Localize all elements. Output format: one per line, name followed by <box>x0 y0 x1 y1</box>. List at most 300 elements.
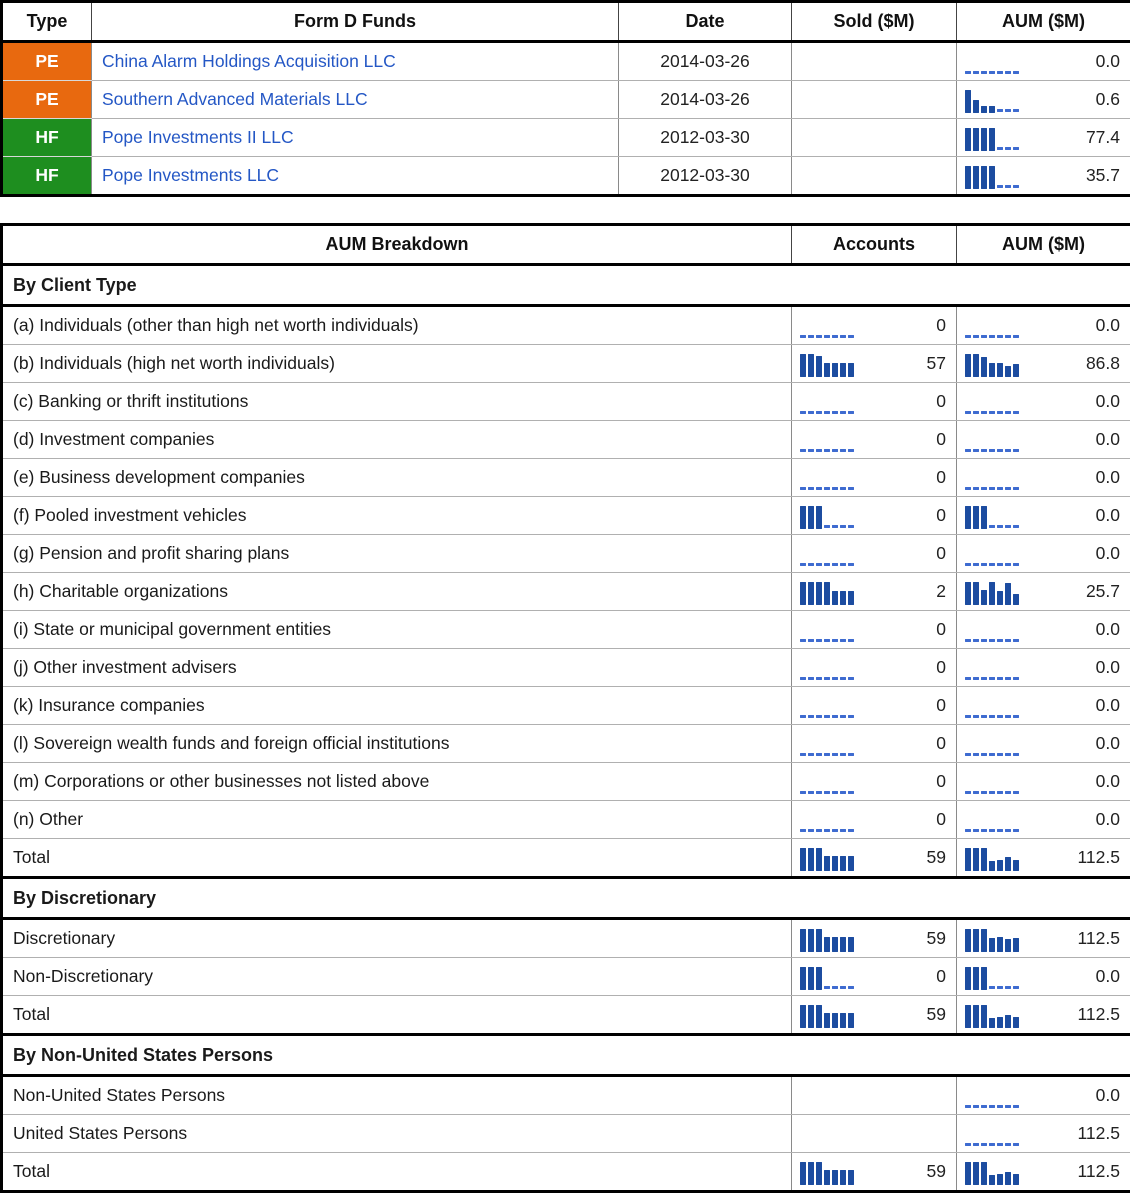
accounts-cell <box>792 611 957 649</box>
cell-value: 0.0 <box>1096 391 1120 412</box>
spark-bar <box>965 166 971 189</box>
sparkline-chart <box>800 658 854 681</box>
aum-cell <box>957 535 1130 573</box>
spark-dash <box>997 791 1003 794</box>
spark-bar <box>965 967 971 990</box>
accounts-cell <box>792 725 957 763</box>
breakdown-row <box>2 421 1130 459</box>
breakdown-col-aum: AUM ($M) <box>957 225 1130 265</box>
spark-dash <box>997 715 1003 718</box>
spark-value-cell <box>957 421 1130 458</box>
fund-name-link[interactable]: China Alarm Holdings Acquisition LLC <box>102 51 396 71</box>
funds-header-row <box>2 2 1130 42</box>
spark-dash <box>1005 791 1011 794</box>
cell-value: 0 <box>936 771 946 792</box>
spark-bar <box>981 967 987 990</box>
spark-dash <box>816 715 822 718</box>
spark-dash <box>816 677 822 680</box>
spark-dash <box>808 487 814 490</box>
spark-dash <box>832 791 838 794</box>
spark-dash <box>1005 109 1011 112</box>
breakdown-row <box>2 383 1130 421</box>
breakdown-row <box>2 996 1130 1035</box>
spark-bar <box>816 1162 822 1185</box>
spark-dash <box>832 753 838 756</box>
spark-bar <box>965 929 971 952</box>
spark-dash <box>808 753 814 756</box>
spark-dash <box>1013 753 1019 756</box>
spark-dash <box>832 525 838 528</box>
spark-dash <box>816 791 822 794</box>
cell-value: 0 <box>936 966 946 987</box>
spark-bar <box>973 1162 979 1185</box>
spark-value-cell <box>792 459 956 496</box>
breakdown-row <box>2 687 1130 725</box>
spark-bar <box>973 166 979 189</box>
spark-bar <box>816 1005 822 1028</box>
spark-dash <box>973 639 979 642</box>
spark-bar <box>808 1162 814 1185</box>
section-header-label: By Discretionary <box>2 878 1130 919</box>
spark-bar <box>840 937 846 952</box>
cell-value: 59 <box>927 1004 946 1025</box>
spark-dash <box>832 715 838 718</box>
fund-row <box>2 119 1130 157</box>
spark-bar <box>1005 1172 1011 1185</box>
spark-dash <box>989 525 995 528</box>
spark-dash <box>832 829 838 832</box>
sparkline-chart <box>965 52 1019 75</box>
form-d-funds-table <box>0 0 1130 197</box>
sparkline-chart <box>965 696 1019 719</box>
breakdown-row-label: (n) Other <box>2 801 792 839</box>
spark-dash <box>989 715 995 718</box>
spark-dash <box>965 639 971 642</box>
breakdown-row <box>2 1115 1130 1153</box>
breakdown-row-label: (j) Other investment advisers <box>2 649 792 687</box>
cell-value: 112.5 <box>1078 847 1121 868</box>
aum-cell <box>957 1115 1130 1153</box>
spark-value-cell <box>792 383 956 420</box>
spark-value-cell <box>957 649 1130 686</box>
spark-value-cell <box>792 801 956 838</box>
spark-dash <box>989 335 995 338</box>
spark-bar <box>997 1017 1003 1029</box>
breakdown-row <box>2 573 1130 611</box>
spark-dash <box>1013 829 1019 832</box>
spark-bar <box>1013 860 1019 872</box>
spark-bar <box>973 582 979 605</box>
spark-bar <box>832 937 838 952</box>
sparkline-chart <box>800 544 854 567</box>
spark-bar <box>965 582 971 605</box>
sparkline-chart <box>965 506 1019 529</box>
spark-dash <box>989 1105 995 1108</box>
accounts-cell <box>792 996 957 1035</box>
spark-value-cell <box>957 345 1130 382</box>
spark-bar <box>981 106 987 113</box>
spark-dash <box>816 487 822 490</box>
aum-cell <box>957 421 1130 459</box>
spark-bar <box>832 1170 838 1185</box>
spark-bar <box>1013 1017 1019 1029</box>
spark-dash <box>808 411 814 414</box>
cell-value: 0.0 <box>1096 809 1120 830</box>
spark-dash <box>840 639 846 642</box>
spark-dash <box>981 715 987 718</box>
spark-bar <box>997 363 1003 377</box>
fund-name-cell <box>92 157 619 196</box>
spark-bar <box>981 166 987 189</box>
spark-value-cell <box>792 649 956 686</box>
accounts-cell <box>792 1076 957 1115</box>
spark-dash <box>816 639 822 642</box>
spark-dash <box>840 411 846 414</box>
cell-value: 35.7 <box>1086 165 1120 186</box>
breakdown-row-label: (g) Pension and profit sharing plans <box>2 535 792 573</box>
breakdown-header-row <box>2 225 1130 265</box>
spark-bar <box>816 506 822 529</box>
sparkline-chart <box>800 848 854 871</box>
aum-cell <box>957 996 1130 1035</box>
spark-dash <box>848 639 854 642</box>
spark-dash <box>997 71 1003 74</box>
breakdown-row-label: (b) Individuals (high net worth individuals) <box>2 345 792 383</box>
sparkline-chart <box>800 506 854 529</box>
aum-cell <box>957 958 1130 996</box>
spark-dash <box>997 525 1003 528</box>
spark-dash <box>832 449 838 452</box>
spark-dash <box>824 677 830 680</box>
spark-dash <box>800 791 806 794</box>
spark-value-cell <box>957 119 1130 156</box>
spark-bar <box>824 856 830 871</box>
spark-bar <box>832 591 838 605</box>
spark-dash <box>832 986 838 989</box>
spark-bar <box>981 1162 987 1185</box>
spark-dash <box>989 753 995 756</box>
spark-dash <box>981 1143 987 1146</box>
fund-sold-cell <box>792 42 957 81</box>
spark-dash <box>816 563 822 566</box>
spark-dash <box>1013 335 1019 338</box>
spark-dash <box>1013 487 1019 490</box>
spark-dash <box>824 791 830 794</box>
spark-value-cell <box>792 1077 956 1114</box>
spark-value-cell <box>792 421 956 458</box>
sparkline-chart <box>800 772 854 795</box>
sparkline-chart <box>800 430 854 453</box>
spark-dash <box>840 449 846 452</box>
spark-dash <box>965 791 971 794</box>
fund-aum-cell <box>957 157 1130 196</box>
spark-value-cell <box>792 763 956 800</box>
spark-value-cell <box>792 1115 956 1152</box>
spark-value-cell <box>957 535 1130 572</box>
spark-value-cell <box>957 497 1130 534</box>
breakdown-row <box>2 763 1130 801</box>
spark-dash <box>816 449 822 452</box>
spark-dash <box>824 335 830 338</box>
spark-dash <box>840 753 846 756</box>
spark-dash <box>973 829 979 832</box>
spark-bar <box>816 356 822 377</box>
spark-dash <box>965 829 971 832</box>
spark-dash <box>808 449 814 452</box>
breakdown-row <box>2 497 1130 535</box>
spark-dash <box>989 791 995 794</box>
spark-bar <box>1013 938 1019 952</box>
spark-value-cell <box>957 1153 1130 1190</box>
sparkline-chart <box>965 354 1019 377</box>
sparkline-chart <box>800 734 854 757</box>
spark-dash <box>848 791 854 794</box>
cell-value: 0.6 <box>1096 89 1120 110</box>
spark-bar <box>808 1005 814 1028</box>
spark-dash <box>965 563 971 566</box>
spark-dash <box>1005 829 1011 832</box>
spark-dash <box>965 1143 971 1146</box>
spark-bar <box>824 1013 830 1028</box>
spark-dash <box>840 335 846 338</box>
spark-dash <box>824 829 830 832</box>
section-header-label: By Client Type <box>2 265 1130 306</box>
sparkline-chart <box>965 1124 1019 1147</box>
aum-cell <box>957 763 1130 801</box>
spark-dash <box>1005 411 1011 414</box>
fund-sold-cell <box>792 157 957 196</box>
accounts-cell <box>792 1115 957 1153</box>
sparkline-chart <box>800 1005 854 1028</box>
spark-dash <box>997 829 1003 832</box>
spark-dash <box>808 639 814 642</box>
cell-value: 0 <box>936 467 946 488</box>
spark-bar <box>816 582 822 605</box>
spark-dash <box>1005 525 1011 528</box>
sparkline-chart <box>965 316 1019 339</box>
spark-dash <box>981 677 987 680</box>
spark-bar <box>997 860 1003 872</box>
spark-bar <box>840 856 846 871</box>
spark-dash <box>840 563 846 566</box>
spark-value-cell <box>792 687 956 724</box>
spark-dash <box>800 487 806 490</box>
spark-dash <box>808 715 814 718</box>
spark-bar <box>965 128 971 151</box>
accounts-cell <box>792 459 957 497</box>
spark-dash <box>824 986 830 989</box>
form-d-funds-body <box>2 42 1130 196</box>
spark-dash <box>989 1143 995 1146</box>
spark-dash <box>824 715 830 718</box>
spark-value-cell <box>957 157 1130 194</box>
spark-bar <box>800 354 806 377</box>
accounts-cell <box>792 421 957 459</box>
cell-value: 0 <box>936 391 946 412</box>
cell-value: 0 <box>936 809 946 830</box>
spark-dash <box>981 487 987 490</box>
spark-bar <box>965 90 971 113</box>
spark-dash <box>965 411 971 414</box>
aum-cell <box>957 801 1130 839</box>
spark-bar <box>997 591 1003 605</box>
spark-dash <box>973 487 979 490</box>
spark-value-cell <box>792 535 956 572</box>
spark-dash <box>997 677 1003 680</box>
spark-bar <box>965 1005 971 1028</box>
spark-value-cell <box>792 497 956 534</box>
spark-dash <box>997 147 1003 150</box>
aum-cell <box>957 649 1130 687</box>
spark-dash <box>997 563 1003 566</box>
spark-dash <box>997 411 1003 414</box>
spark-dash <box>1013 986 1019 989</box>
cell-value: 0 <box>936 619 946 640</box>
spark-dash <box>800 563 806 566</box>
spark-dash <box>989 563 995 566</box>
spark-bar <box>965 1162 971 1185</box>
sparkline-chart <box>965 1086 1019 1109</box>
table-gap <box>0 197 1130 223</box>
cell-value: 25.7 <box>1086 581 1120 602</box>
accounts-cell <box>792 345 957 383</box>
breakdown-row <box>2 459 1130 497</box>
spark-bar <box>989 1175 995 1185</box>
spark-dash <box>816 411 822 414</box>
spark-dash <box>800 677 806 680</box>
spark-bar <box>840 591 846 605</box>
spark-bar <box>848 591 854 605</box>
accounts-cell <box>792 573 957 611</box>
aum-cell <box>957 306 1130 345</box>
spark-dash <box>989 487 995 490</box>
cell-value: 0.0 <box>1096 771 1120 792</box>
spark-dash <box>965 677 971 680</box>
spark-dash <box>800 449 806 452</box>
breakdown-row <box>2 958 1130 996</box>
spark-bar <box>832 856 838 871</box>
breakdown-row <box>2 306 1130 345</box>
spark-bar <box>800 929 806 952</box>
spark-dash <box>1005 147 1011 150</box>
spark-dash <box>840 487 846 490</box>
breakdown-row-label: Total <box>2 1153 792 1192</box>
spark-bar <box>965 848 971 871</box>
fund-sold-cell <box>792 119 957 157</box>
aum-cell <box>957 725 1130 763</box>
breakdown-row-label: United States Persons <box>2 1115 792 1153</box>
spark-dash <box>989 677 995 680</box>
spark-dash <box>848 335 854 338</box>
spark-dash <box>973 753 979 756</box>
accounts-cell <box>792 687 957 725</box>
spark-dash <box>989 986 995 989</box>
breakdown-row-label: Discretionary <box>2 919 792 958</box>
spark-bar <box>832 1013 838 1028</box>
spark-bar <box>1005 583 1011 605</box>
sparkline-chart <box>965 544 1019 567</box>
spark-dash <box>816 335 822 338</box>
spark-value-cell <box>957 920 1130 957</box>
spark-dash <box>840 525 846 528</box>
spark-dash <box>1005 1105 1011 1108</box>
spark-dash <box>808 677 814 680</box>
spark-bar <box>1005 366 1011 378</box>
breakdown-row-label: (h) Charitable organizations <box>2 573 792 611</box>
spark-dash <box>1005 986 1011 989</box>
fund-date: 2014-03-26 <box>619 81 792 119</box>
accounts-cell <box>792 919 957 958</box>
spark-dash <box>832 411 838 414</box>
spark-value-cell <box>957 763 1130 800</box>
spark-value-cell <box>792 996 956 1033</box>
spark-bar <box>973 848 979 871</box>
accounts-cell <box>792 306 957 345</box>
sparkline-chart <box>965 848 1019 871</box>
spark-dash <box>1005 715 1011 718</box>
spark-bar <box>808 848 814 871</box>
breakdown-row-label: Total <box>2 839 792 878</box>
cell-value: 112.5 <box>1078 1123 1121 1144</box>
spark-bar <box>800 506 806 529</box>
spark-bar <box>1005 857 1011 871</box>
spark-dash <box>848 986 854 989</box>
cell-value: 0 <box>936 695 946 716</box>
sparkline-chart <box>965 1162 1019 1185</box>
spark-dash <box>816 829 822 832</box>
spark-dash <box>824 411 830 414</box>
sparkline-chart <box>965 620 1019 643</box>
spark-dash <box>973 563 979 566</box>
spark-dash <box>997 639 1003 642</box>
cell-value: 0.0 <box>1096 51 1120 72</box>
spark-bar <box>848 363 854 377</box>
cell-value: 2 <box>936 581 946 602</box>
spark-dash <box>965 753 971 756</box>
breakdown-row-label: (a) Individuals (other than high net worth individuals) <box>2 306 792 345</box>
spark-bar <box>848 1170 854 1185</box>
spark-dash <box>1005 335 1011 338</box>
fund-name-link[interactable]: Pope Investments LLC <box>102 165 279 185</box>
funds-col-type: Type <box>2 2 92 42</box>
sparkline-chart <box>800 316 854 339</box>
breakdown-row <box>2 919 1130 958</box>
section-header-label: By Non-United States Persons <box>2 1035 1130 1076</box>
spark-bar <box>840 1170 846 1185</box>
spark-dash <box>1013 147 1019 150</box>
spark-value-cell <box>957 43 1130 80</box>
funds-col-name: Form D Funds <box>92 2 619 42</box>
spark-dash <box>973 1143 979 1146</box>
spark-dash <box>800 715 806 718</box>
spark-dash <box>832 563 838 566</box>
breakdown-row-label: (i) State or municipal government entities <box>2 611 792 649</box>
spark-bar <box>981 929 987 952</box>
section-header-row <box>2 1035 1130 1076</box>
cell-value: 0.0 <box>1096 966 1120 987</box>
spark-value-cell <box>792 958 956 995</box>
spark-bar <box>973 354 979 377</box>
cell-value: 0 <box>936 505 946 526</box>
cell-value: 0 <box>936 315 946 336</box>
cell-value: 112.5 <box>1078 928 1121 949</box>
spark-dash <box>1005 71 1011 74</box>
spark-value-cell <box>957 307 1130 344</box>
fund-name-link[interactable]: Southern Advanced Materials LLC <box>102 89 368 109</box>
spark-dash <box>832 335 838 338</box>
spark-dash <box>1005 487 1011 490</box>
fund-name-link[interactable]: Pope Investments II LLC <box>102 127 294 147</box>
